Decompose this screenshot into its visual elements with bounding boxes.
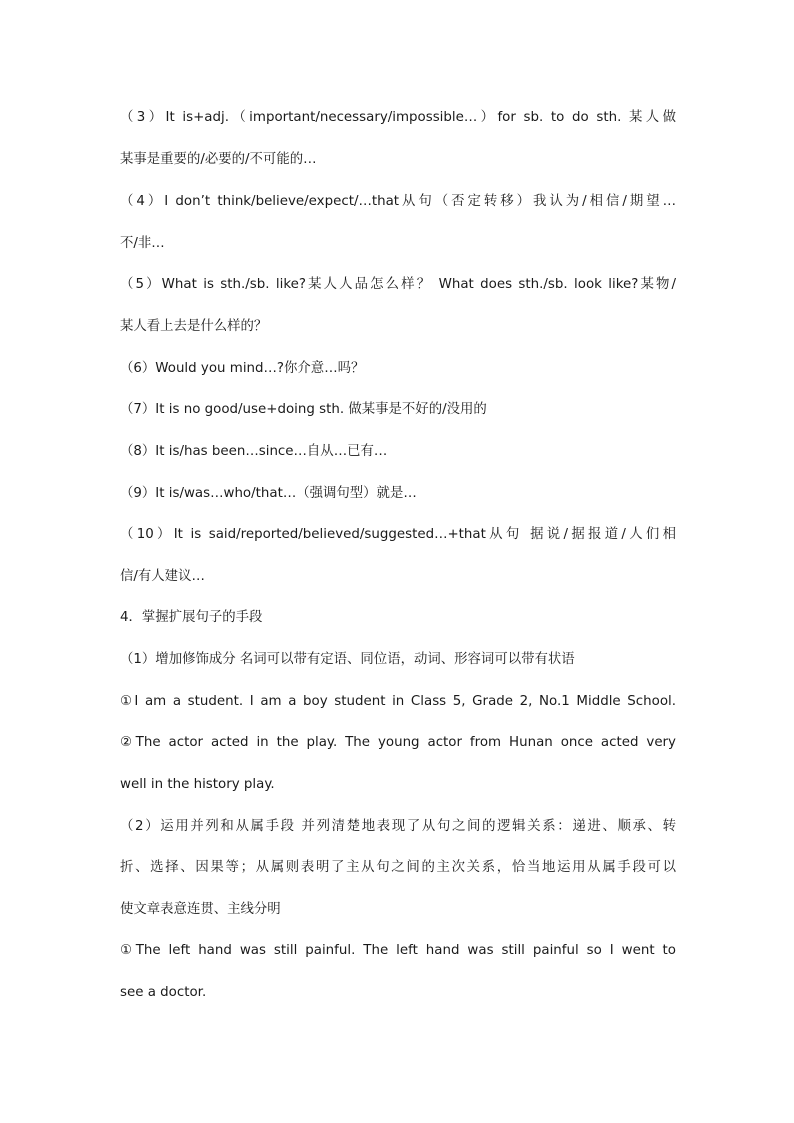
text-line-16: ②The actor acted in the play. The young actor from Hunan once acted very — [120, 735, 676, 750]
text-line-18: （2）运用并列和从属手段 并列清楚地表现了从句之间的逻辑关系：递进、顺承、转 — [120, 819, 676, 834]
text-line-10: （9）It is/was…who/that…（强调句型）就是… — [120, 486, 417, 501]
text-line-2: 某事是重要的/必要的/不可能的… — [120, 152, 317, 167]
text-line-4: 不/非… — [120, 236, 165, 251]
section-heading: 4．掌握扩展句子的手段 — [120, 610, 263, 625]
text-line-20: 使文章表意连贯、主线分明 — [120, 902, 281, 917]
text-line-12: 信/有人建议… — [120, 569, 205, 584]
text-line-8: （7）It is no good/use+doing sth. 做某事是不好的/没用的 — [120, 402, 487, 417]
text-line-14: （1）增加修饰成分 名词可以带有定语、同位语，动词、形容词可以带有状语 — [120, 652, 575, 667]
text-line-7: （6）Would you mind…?你介意…吗？ — [120, 361, 365, 376]
text-line-17: well in the history play. — [120, 777, 275, 792]
text-line-6: 某人看上去是什么样的？ — [120, 319, 268, 334]
text-line-22: see a doctor. — [120, 985, 207, 1000]
text-line-19: 折、选择、因果等；从属则表明了主从句之间的主次关系，恰当地运用从属手段可以 — [120, 860, 676, 875]
text-line-5: （5）What is sth./sb. like?某人人品怎么样？ What does sth./sb. look like?某物/ — [120, 277, 676, 292]
text-line-15: ①I am a student. I am a boy student in Class 5, Grade 2, No.1 Middle School. — [120, 694, 676, 709]
text-line-11: （10）It is said/reported/believed/suggested…+that从句 据说/据报道/人们相 — [120, 527, 676, 542]
text-line-1: （3）It is+adj.（important/necessary/impossible…）for sb. to do sth. 某人做 — [120, 110, 676, 125]
text-line-3: （4）I don’t think/believe/expect/…that从句（否定转移）我认为/相信/期望… — [120, 194, 676, 209]
text-line-21: ①The left hand was still painful. The left hand was still painful so I went to — [120, 943, 676, 958]
text-line-9: （8）It is/has been…since…自从…已有… — [120, 444, 388, 459]
